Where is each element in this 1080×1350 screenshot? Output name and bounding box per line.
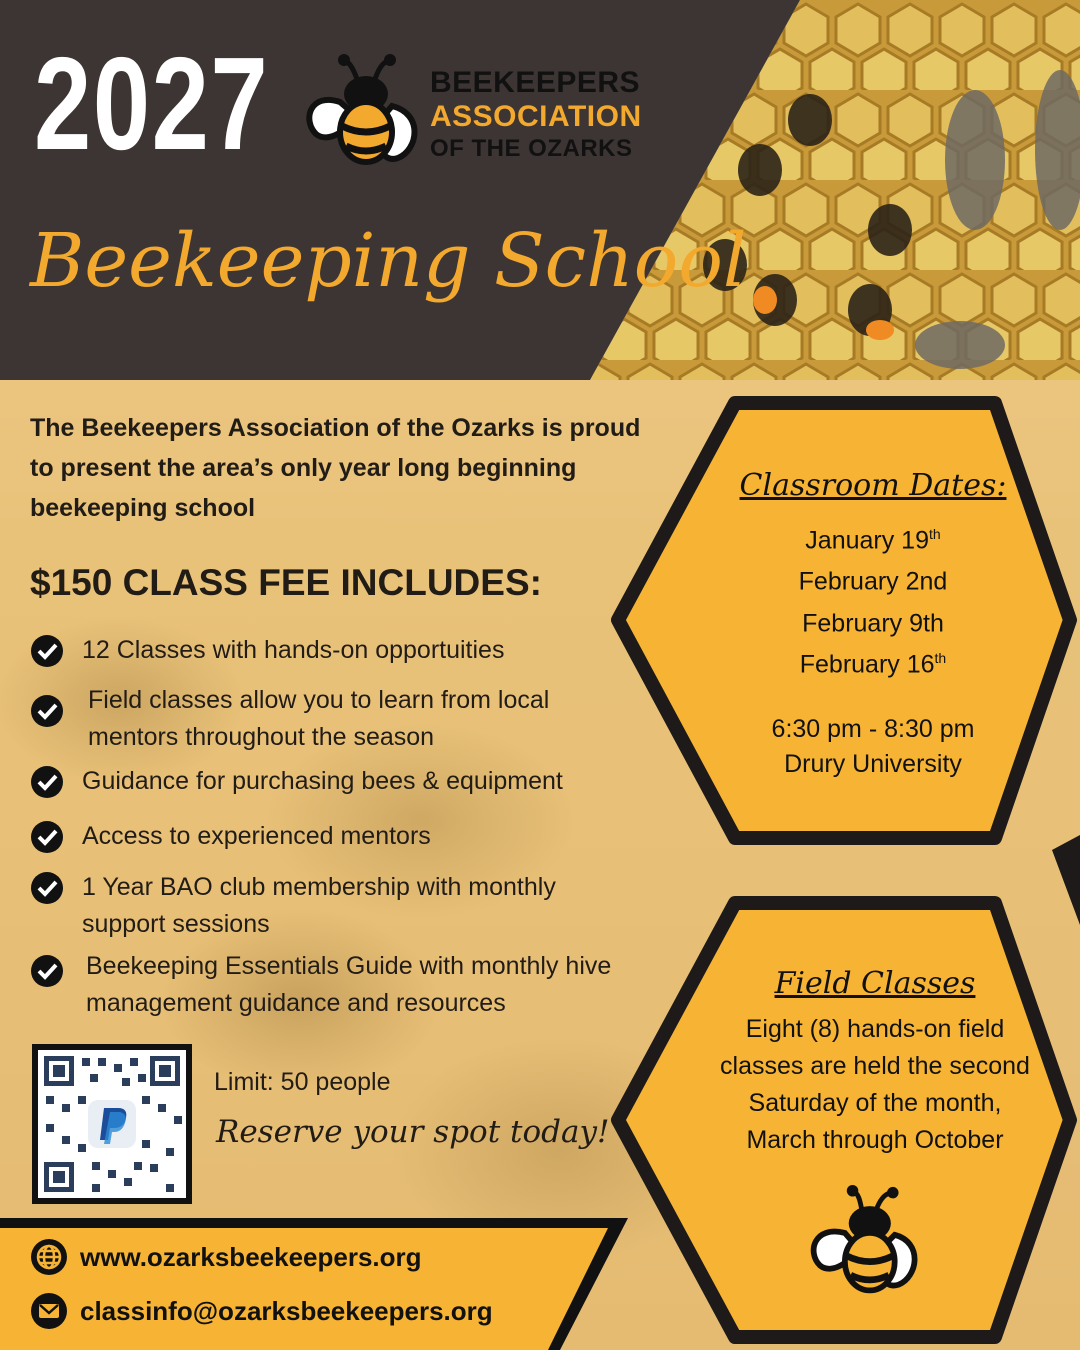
check-circle-icon <box>30 954 64 988</box>
field-classes-panel <box>690 966 1060 1159</box>
field-line: Saturday of the month, <box>748 1089 1002 1117</box>
check-circle-icon <box>30 634 64 668</box>
classroom-title: Classroom Dates: <box>739 468 1007 503</box>
org-name-line1: BEEKEEPERS <box>430 66 641 99</box>
list-item <box>30 682 650 756</box>
intro-text: The Beekeepers Association of the Ozarks is proud to present the area’s only year long beginning beekeeping school <box>30 414 641 522</box>
feature-text: Access to experienced mentors <box>82 822 431 850</box>
list-item <box>30 763 650 800</box>
check-circle-icon <box>30 694 64 728</box>
field-line: classes are held the second <box>720 1052 1030 1080</box>
globe-icon <box>30 1238 68 1276</box>
date-line: February 2nd <box>798 567 948 596</box>
date-line: February 9th <box>802 608 944 637</box>
org-name-line3: OF THE OZARKS <box>430 135 633 162</box>
feature-text: Field classes allow you to learn from local mentors throughout the season <box>88 686 550 751</box>
class-time: 6:30 pm - 8:30 pm <box>771 715 975 744</box>
list-item <box>30 818 650 855</box>
email-row[interactable] <box>30 1292 493 1330</box>
feature-text: Guidance for purchasing bees & equipment <box>82 767 563 795</box>
list-item <box>30 948 650 1022</box>
reserve-text: Reserve your spot today! <box>216 1114 610 1150</box>
website-link[interactable]: www.ozarksbeekeepers.org <box>80 1241 422 1272</box>
classroom-dates-panel <box>738 468 1008 782</box>
script-title: Beekeeping School <box>30 218 747 304</box>
email-link[interactable]: classinfo@ozarksbeekeepers.org <box>80 1295 493 1326</box>
fee-heading: $150 CLASS FEE INCLUDES: <box>30 562 542 603</box>
field-line: March through October <box>746 1126 1004 1154</box>
limit-text: Limit: 50 people <box>214 1068 391 1096</box>
date-line: January 19th <box>805 526 941 555</box>
year-heading: 2027 <box>34 30 270 177</box>
website-row[interactable] <box>30 1238 422 1276</box>
bee-icon <box>800 1185 930 1300</box>
bee-logo-icon <box>300 52 430 172</box>
feature-text: 1 Year BAO club membership with monthly support sessions <box>82 873 556 938</box>
field-title: Field Classes <box>774 966 976 1001</box>
list-item <box>30 632 650 669</box>
check-circle-icon <box>30 765 64 799</box>
field-line: Eight (8) hands-on field <box>745 1015 1005 1043</box>
check-circle-icon <box>30 871 64 905</box>
class-location: Drury University <box>784 750 962 779</box>
check-circle-icon <box>30 820 64 854</box>
mail-icon <box>30 1292 68 1330</box>
date-line: February 16th <box>799 649 947 679</box>
list-item <box>30 869 650 943</box>
feature-text: 12 Classes with hands-on opportuities <box>82 636 505 664</box>
feature-text: Beekeeping Essentials Guide with monthly hive management guidance and resources <box>86 952 612 1017</box>
org-name-line2: ASSOCIATION <box>430 100 642 133</box>
qr-code[interactable] <box>32 1044 192 1204</box>
